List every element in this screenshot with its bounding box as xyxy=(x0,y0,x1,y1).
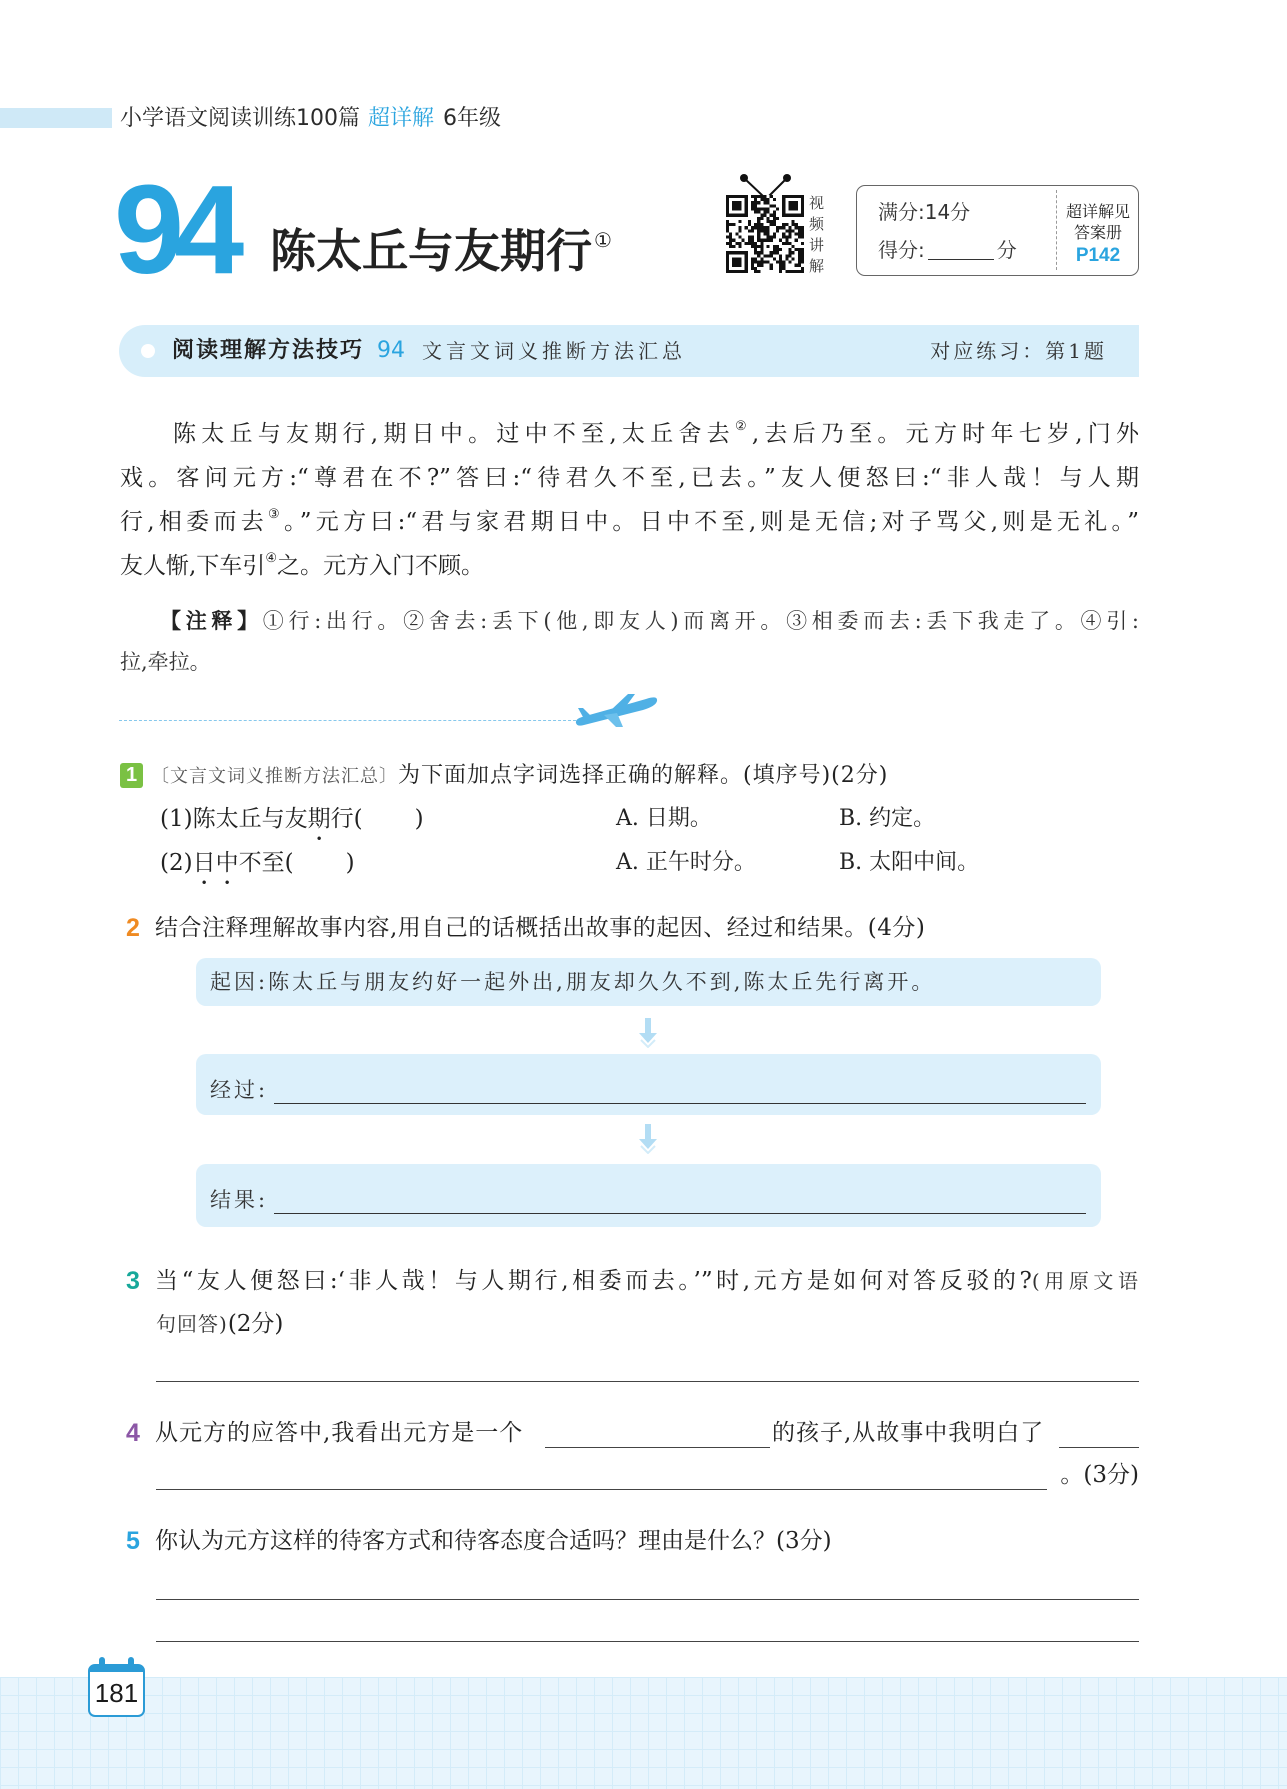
question-4-blank-1 xyxy=(545,1447,770,1448)
question-5-number: 5 xyxy=(126,1527,140,1555)
footnote-mark: ④ xyxy=(265,551,277,566)
earned-score-blank xyxy=(928,239,994,260)
question-1-method-tag: 〔文言文词义推断方法汇总〕 xyxy=(151,766,398,787)
lesson-title-text: 陈太丘与友期行 xyxy=(270,224,592,278)
process-answer-line xyxy=(274,1103,1086,1104)
passage-line xyxy=(120,456,1139,500)
result-box xyxy=(196,1164,1101,1227)
passage-text: 。”元方曰:“君与家君期日中。日中不至,则是无信;对子骂父,则是无礼。” xyxy=(283,509,1139,535)
annotations xyxy=(120,601,1139,683)
item-text: 不至( xyxy=(238,850,294,876)
cause-text: 起因:陈太丘与朋友约好一起外出,朋友却久久不到,陈太丘先行离开。 xyxy=(210,970,936,994)
result-label: 结果: xyxy=(210,1188,269,1212)
question-3-number: 3 xyxy=(126,1267,140,1295)
calendar-ring-icon xyxy=(128,1657,134,1669)
answer-reference xyxy=(1058,201,1138,269)
item-paren-close: ) xyxy=(414,806,424,832)
book-edition: 超详解 xyxy=(368,106,435,131)
classical-passage xyxy=(120,412,1139,588)
process-box xyxy=(196,1054,1101,1115)
footer-grid-band xyxy=(0,1677,1287,1789)
full-score: 满分:14分 xyxy=(878,200,971,224)
passage-text: 行,相委而去 xyxy=(120,509,269,535)
airplane-icon xyxy=(572,690,660,728)
dotted-word: 期 xyxy=(307,806,331,832)
book-grade: 6年级 xyxy=(443,106,502,131)
footnote-mark: ② xyxy=(734,419,752,434)
question-1-prompt xyxy=(151,761,888,792)
earned-score-label: 得分: xyxy=(878,238,925,262)
score-box-divider xyxy=(1056,190,1057,270)
question-4-number: 4 xyxy=(126,1419,140,1447)
footnote-mark: ③ xyxy=(268,507,284,522)
down-arrow-icon xyxy=(636,1018,660,1048)
passage-text: 戏。客问元方:“尊君在不?”答曰:“待君久不至,已去。”友人便怒曰:“非人哉！与人期 xyxy=(120,465,1139,491)
option-a: A. 正午时分。 xyxy=(616,850,756,875)
annotation-label: 【注释】 xyxy=(160,609,263,633)
book-series: 小学语文阅读训练100篇 xyxy=(120,106,360,131)
header-accent-strip xyxy=(0,108,112,128)
option-a: A. 日期。 xyxy=(616,806,712,831)
calendar-icon xyxy=(90,1666,143,1672)
question-3-instruction: (用原文语 xyxy=(1031,1269,1139,1293)
annotation-line xyxy=(120,642,1139,683)
earned-score-unit: 分 xyxy=(996,238,1017,262)
option-b: B. 太阳中间。 xyxy=(839,850,980,875)
annotation-line xyxy=(120,601,1139,642)
down-arrow-icon xyxy=(636,1124,660,1154)
answer-reference-page: P142 xyxy=(1075,245,1121,266)
item-number: (2) xyxy=(160,850,193,876)
annotation-text: ①行:出行。②舍去:丢下(他,即友人)而离开。③相委而去:丢下我走了。④引: xyxy=(262,609,1139,633)
question-3-text: 当“友人便怒曰:‘非人哉！与人期行,相委而去。’”时,元方是如何对答反驳的? xyxy=(155,1268,1032,1294)
question-4-blank-3 xyxy=(156,1489,1047,1490)
question-5-answer-line xyxy=(156,1599,1139,1600)
question-3-text-line2 xyxy=(156,1309,283,1339)
answer-reference-line1: 超详解见 xyxy=(1065,202,1130,221)
lesson-title-footnote-mark: ① xyxy=(594,228,612,252)
question-2-text: 结合注释理解故事内容,用自己的话概括出故事的起因、经过和结果。(4分) xyxy=(155,915,926,941)
question-2-number: 2 xyxy=(126,914,140,942)
question-3-text-line1 xyxy=(155,1266,1139,1296)
dotted-word: 日中 xyxy=(192,850,239,876)
option-b: B. 约定。 xyxy=(839,806,936,831)
method-label: 阅读理解方法技巧 xyxy=(172,338,365,363)
item-number: (1) xyxy=(160,806,193,832)
passage-line xyxy=(120,500,1139,544)
dashed-divider xyxy=(119,720,581,721)
passage-line xyxy=(120,412,1139,456)
result-answer-line xyxy=(274,1213,1086,1214)
method-practice-ref: 对应练习：第1题 xyxy=(930,339,1107,363)
earned-score xyxy=(878,237,1017,263)
score-box xyxy=(856,185,1139,276)
passage-text: 友人惭,下车引 xyxy=(120,553,266,579)
answer-reference-line2: 答案册 xyxy=(1073,223,1122,242)
question-4-text-part2: 的孩子,从故事中我明白了 xyxy=(772,1420,1045,1446)
passage-text: ,去后乃至。元方时年七岁,门外 xyxy=(751,421,1139,447)
passage-line xyxy=(120,544,1139,588)
video-explanation-label: 视频讲解 xyxy=(809,194,825,275)
qr-code-icon xyxy=(726,195,804,273)
question-5-answer-line xyxy=(156,1641,1139,1642)
question-5-text: 你认为元方这样的待客方式和待客态度合适吗？理由是什么？(3分) xyxy=(155,1528,832,1554)
calendar-ring-icon xyxy=(99,1657,105,1669)
cause-box xyxy=(196,958,1101,1006)
annotation-text: 拉,牵拉。 xyxy=(120,650,211,674)
page-number-badge xyxy=(88,1664,145,1717)
question-1-number: 1 xyxy=(120,763,143,788)
passage-text: 之。元方入门不顾。 xyxy=(276,553,484,579)
page-number: 181 xyxy=(94,1678,139,1708)
item-paren-close: ) xyxy=(345,850,355,876)
question-4-score: 。(3分) xyxy=(1060,1462,1139,1488)
item-text: 行( xyxy=(330,806,363,832)
question-3-answer-line xyxy=(156,1381,1139,1382)
item-text: 陈太丘与友 xyxy=(192,806,308,832)
question-1-text: 为下面加点字词选择正确的解释。(填序号)(2分) xyxy=(398,763,889,788)
question-4-blank-2 xyxy=(1059,1447,1139,1448)
question-1-item-2 xyxy=(160,848,355,890)
method-number: 94 xyxy=(377,338,405,363)
question-3-score: (2分) xyxy=(227,1311,284,1337)
method-topic: 文言文词义推断方法汇总 xyxy=(422,339,686,363)
method-tip-bar xyxy=(119,325,1139,377)
passage-text: 陈太丘与友期行,期日中。过中不至,太丘舍去 xyxy=(173,421,735,447)
question-4-text-part1: 从元方的应答中,我看出元方是一个 xyxy=(155,1420,524,1446)
bullet-dot-icon xyxy=(141,344,155,358)
lesson-number: 94 xyxy=(114,159,235,300)
process-label: 经过: xyxy=(210,1078,269,1102)
question-1-item-1 xyxy=(160,804,424,846)
book-header xyxy=(120,104,501,134)
question-3-instruction: 句回答) xyxy=(156,1312,228,1336)
lesson-title xyxy=(270,226,612,276)
